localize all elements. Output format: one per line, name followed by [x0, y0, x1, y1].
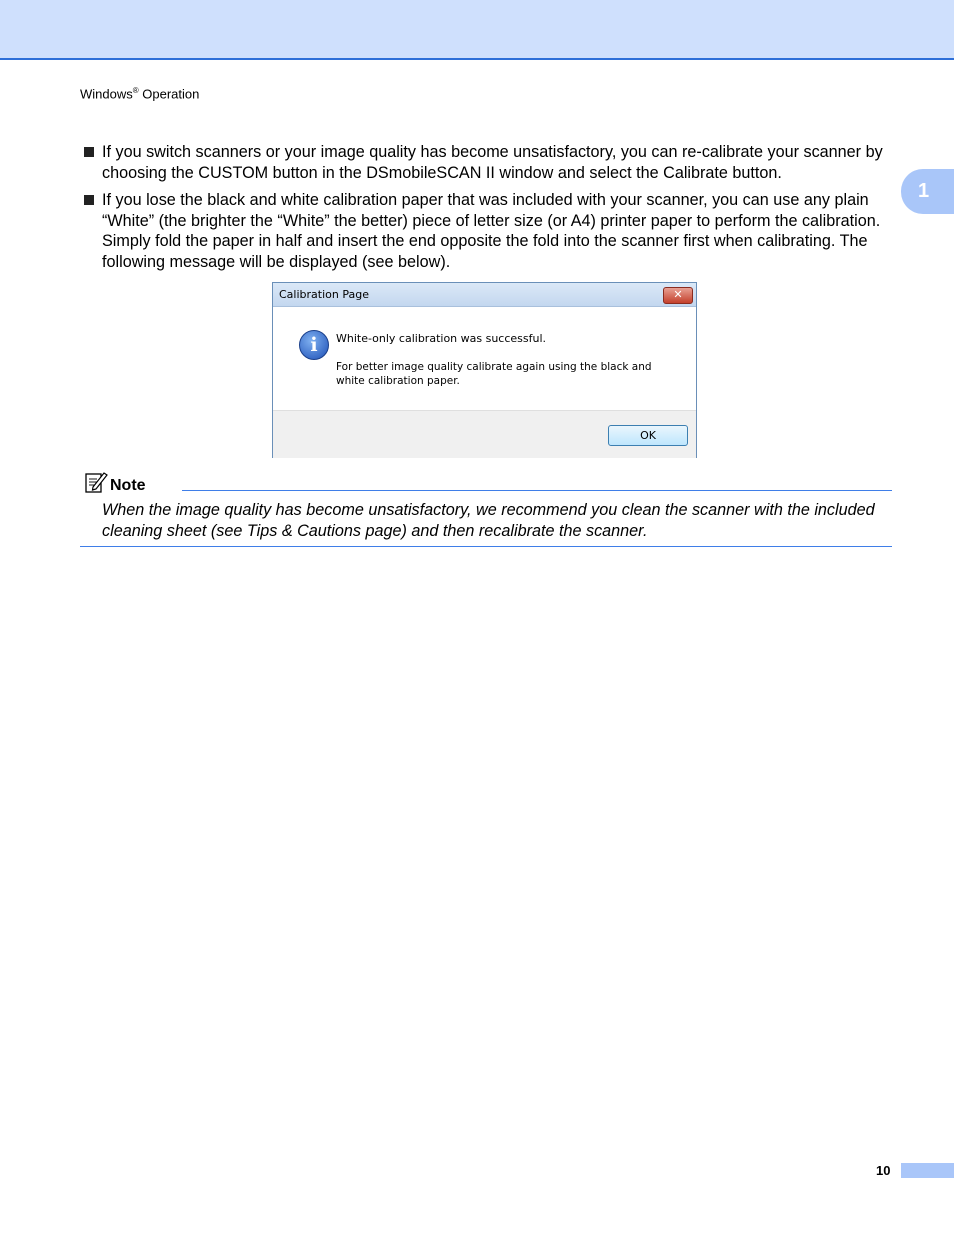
chapter-number: 1 [917, 180, 930, 202]
bullet-list [84, 142, 896, 279]
dialog-title: Calibration Page [279, 288, 369, 301]
dialog-footer [273, 410, 696, 458]
header-band [0, 0, 954, 60]
bullet-text: If you switch scanners or your image quality has become unsatisfactory, you can re-calibrate your scanner by choosing the CUSTOM button in the DSmobileSCAN II window and select the Calibrate button. [102, 143, 883, 182]
dialog-message-secondary: For better image quality calibrate again using the black and white calibration paper. [336, 361, 652, 387]
calibration-dialog [272, 282, 697, 458]
note-divider-top [182, 490, 892, 491]
close-icon[interactable]: ✕ [663, 287, 693, 304]
bullet-square-icon [84, 195, 94, 205]
dialog-message-primary: White-only calibration was successful. [336, 332, 547, 345]
running-head-text-rest: Operation [138, 86, 200, 102]
list-item [84, 142, 896, 183]
note-label: Note [110, 477, 146, 494]
page-number: 10 [876, 1163, 891, 1178]
registered-mark: ® [132, 86, 139, 95]
note-pencil-icon [84, 470, 108, 494]
chapter-tab [901, 169, 954, 214]
ok-button[interactable]: OK [608, 425, 688, 446]
bullet-square-icon [84, 147, 94, 157]
note-divider-bottom [80, 546, 892, 547]
page-number-bar [901, 1163, 954, 1178]
note-text: When the image quality has become unsatisfactory, we recommend you clean the scanner with the included cleaning sheet (see Tips & Cautions page) and then recalibrate the scanner. [102, 501, 875, 540]
info-icon: i [299, 330, 329, 360]
running-head-text: Windows [80, 86, 133, 102]
list-item [84, 190, 896, 272]
bullet-text: If you lose the black and white calibration paper that was included with your scanner, you can use any plain “White” (the brighter the “White” the better) piece of letter size (or A4) printer paper to perform the calibration. Simply fold the paper in half and insert the end opposite the fold into the scanner first when calibrating. The following message will be displayed (see below). [102, 191, 881, 271]
running-head [80, 86, 199, 101]
dialog-titlebar[interactable] [273, 283, 696, 307]
